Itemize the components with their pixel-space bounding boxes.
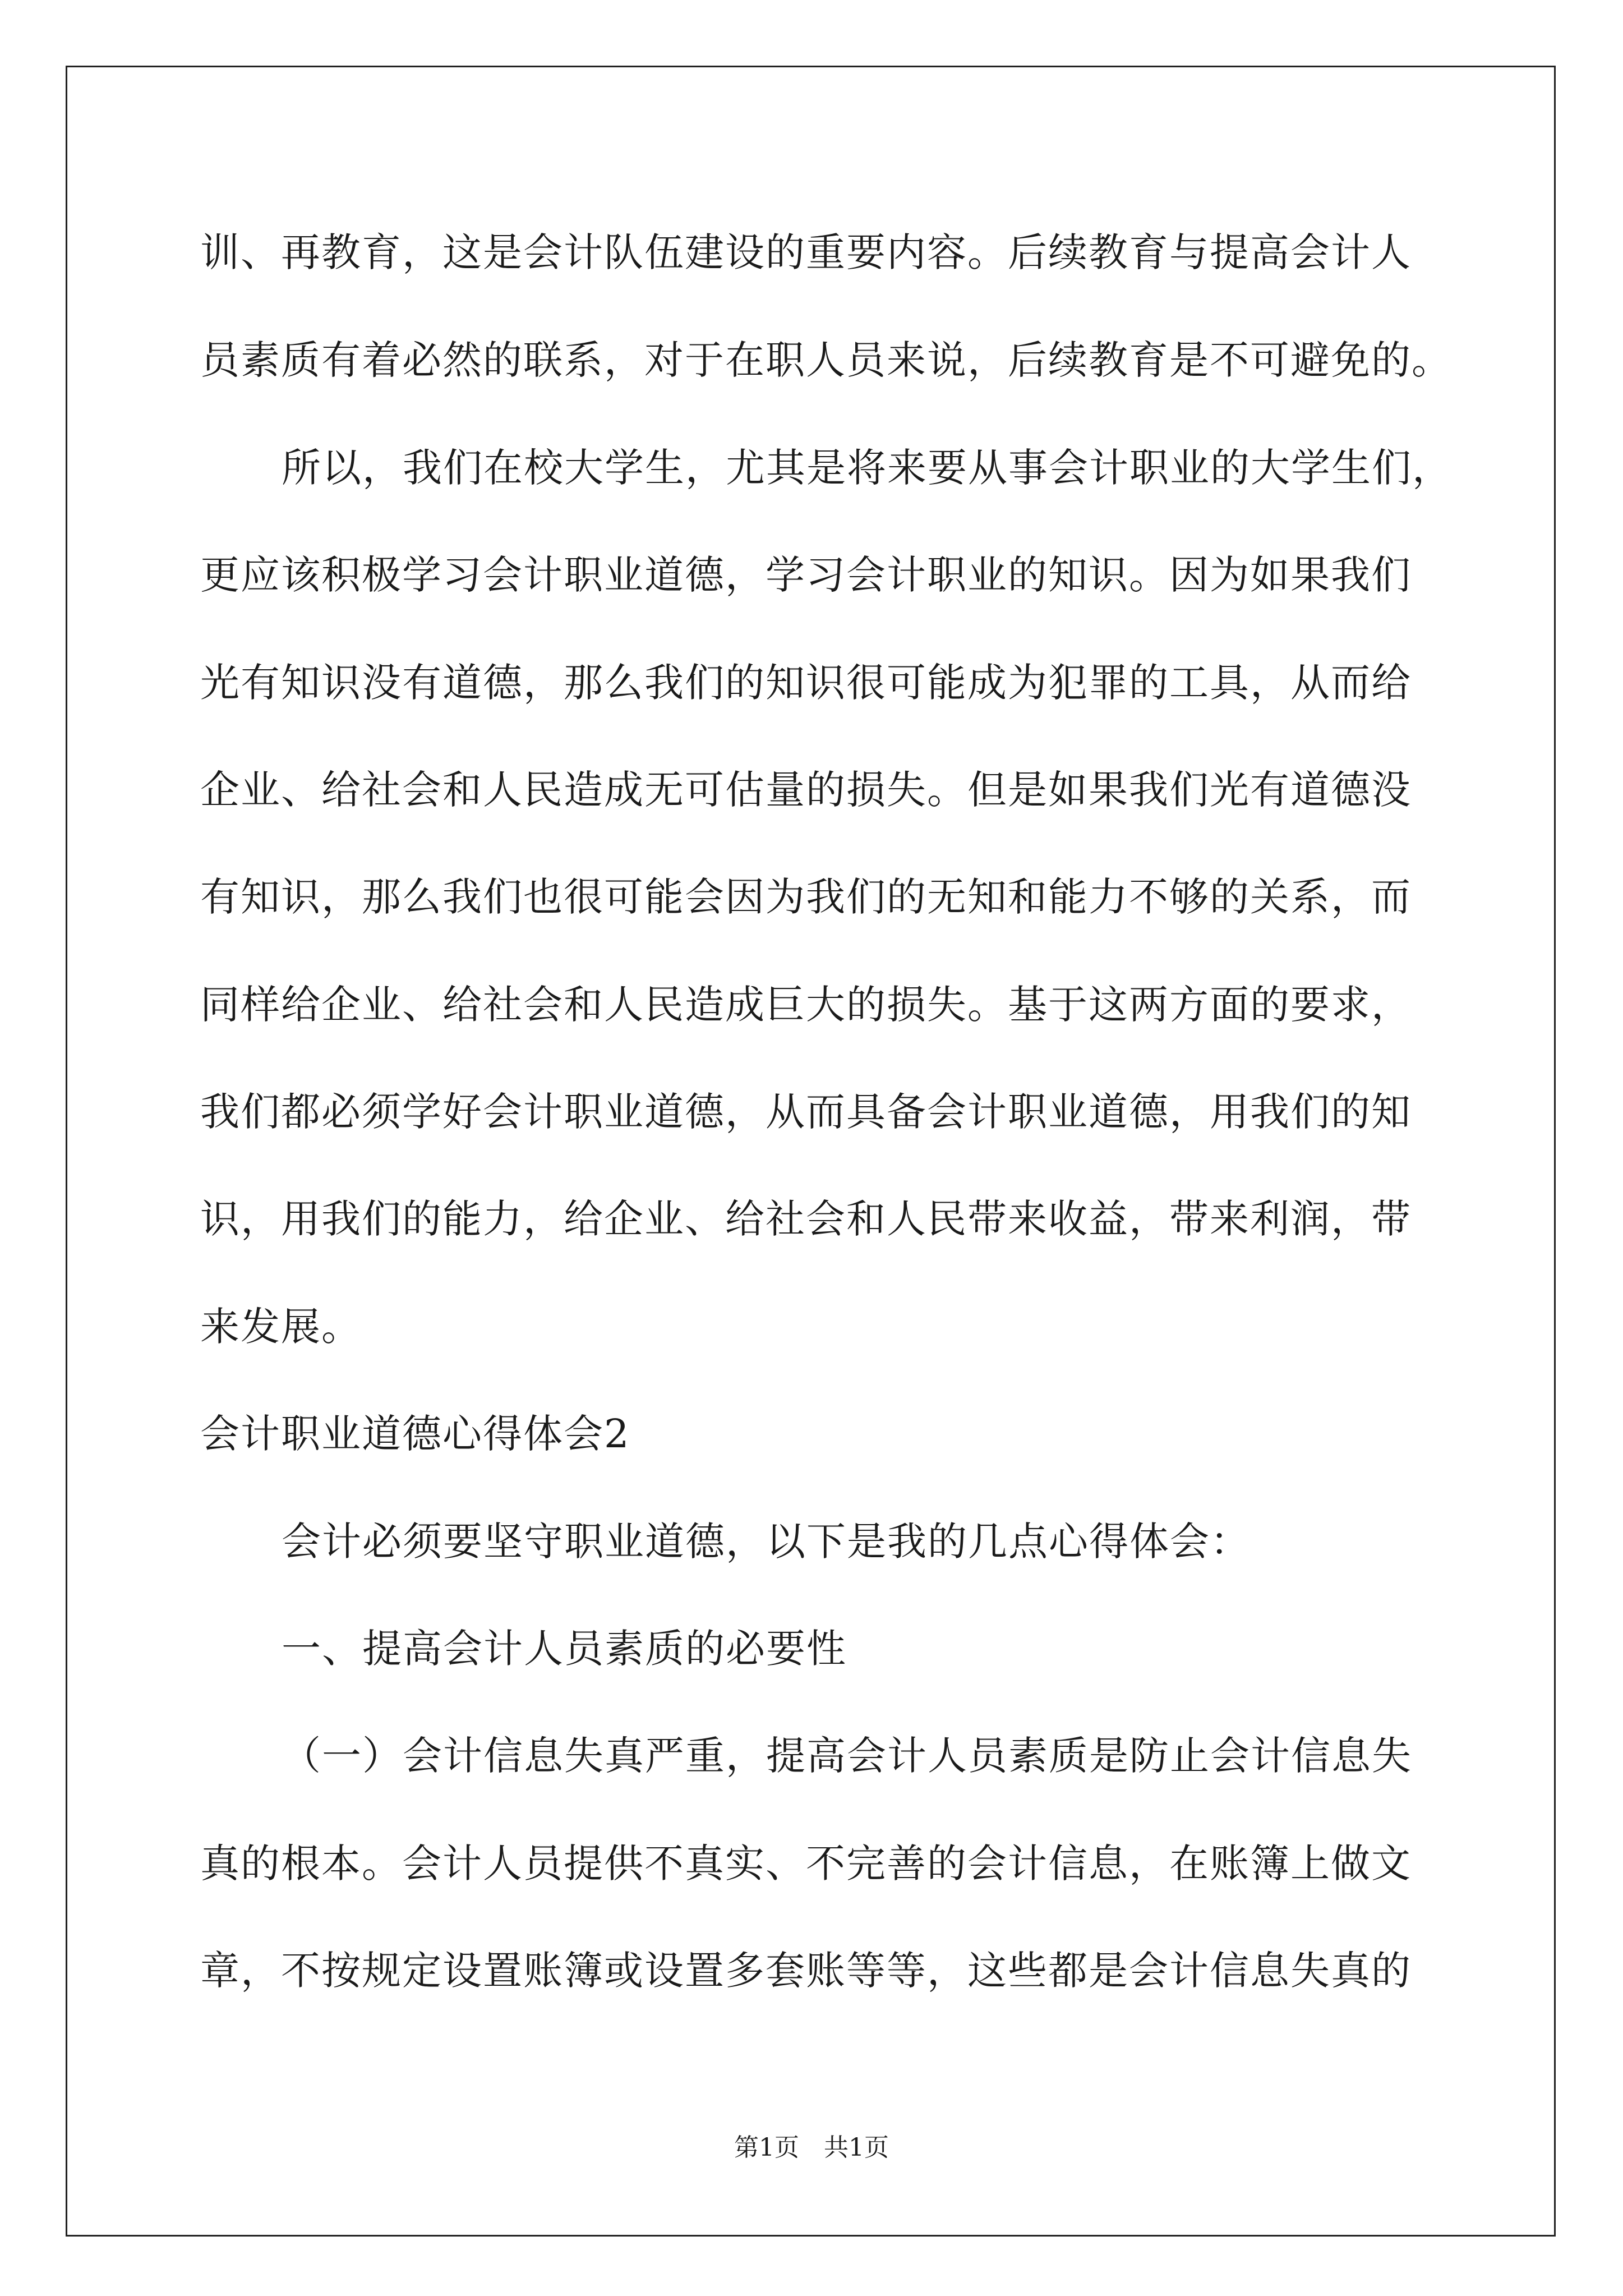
body-line: 识，用我们的能力，给企业、给社会和人民带来收益，带来利润，带 [200,1196,1412,1242]
body-line: 真的根本。会计人员提供不真实、不完善的会计信息，在账簿上做文 [200,1841,1412,1887]
body-line: 我们都必须学好会计职业道德，从而具备会计职业道德，用我们的知 [200,1089,1412,1135]
body-line: 光有知识没有道德，那么我们的知识很可能成为犯罪的工具，从而给 [200,660,1412,706]
body-line: 有知识，那么我们也很可能会因为我们的无知和能力不够的关系，而 [200,874,1412,920]
body-line: 训、再教育，这是会计队伍建设的重要内容。后续教育与提高会计人 [200,229,1412,275]
body-line: 会计必须要坚守职业道德，以下是我的几点心得体会： [282,1519,1251,1565]
body-line: 章，不按规定设置账簿或设置多套账等等，这些都是会计信息失真的 [200,1948,1412,1994]
body-line: 员素质有着必然的联系，对于在职人员来说，后续教育是不可避免的。 [200,337,1452,383]
body-line: 来发展。 [200,1304,362,1350]
body-line: 同样给企业、给社会和人民造成巨大的损失。基于这两方面的要求， [200,982,1412,1028]
body-line: 企业、给社会和人民造成无可估量的损失。但是如果我们光有道德没 [200,767,1412,813]
section-heading: 会计职业道德心得体会2 [200,1411,630,1457]
body-line: （一）会计信息失真严重，提高会计人员素质是防止会计信息失 [282,1733,1412,1779]
body-line: 所以，我们在校大学生，尤其是将来要从事会计职业的大学生们， [282,445,1453,491]
page-number: 第1页 共1页 [734,2133,889,2162]
subsection-heading: 一、提高会计人员素质的必要性 [282,1626,847,1672]
page-border [66,66,1556,2237]
body-line: 更应该积极学习会计职业道德，学习会计职业的知识。因为如果我们 [200,552,1412,598]
